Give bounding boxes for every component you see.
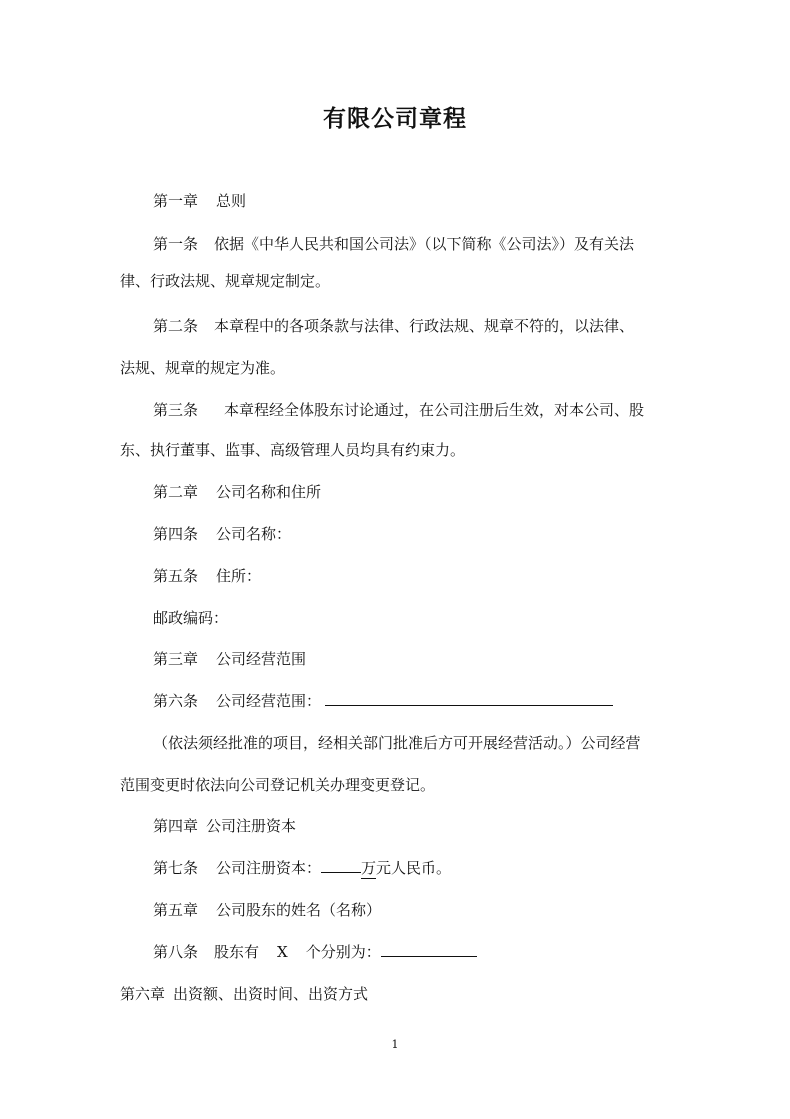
chapter-1-heading [153,191,246,211]
chapter-6-name: 出资额、出资时间、出资方式 [173,985,369,1003]
address-label: 住所： [216,567,262,585]
chapter-5-label: 第五章 [153,901,199,919]
article-1-line-1 [153,234,634,254]
article-3-line-1 [153,400,644,420]
chapter-6-heading [120,984,368,1004]
chapter-2-heading [153,482,321,502]
article-4-label: 第四条 [153,525,199,543]
registered-capital-label: 公司注册资本： [216,859,322,877]
page-number: 1 [391,1038,399,1051]
shareholder-count-text: 股东有 [214,943,260,961]
article-7-label: 第七条 [153,859,199,877]
chapter-3-heading [153,649,306,669]
article-6-note-line-2: 范围变更时依法向公司登记机关办理变更登记。 [120,776,436,794]
article-6-note-line-1: （依法须经批准的项目，经相关部门批准后方可开展经营活动。）公司经营 [153,734,641,752]
chapter-5-heading [153,900,381,920]
chapter-4-heading [153,816,296,836]
article-7 [153,858,451,879]
article-1-label: 第一条 [153,235,199,253]
capital-unit-rest: 元人民币。 [376,859,452,877]
capital-unit-wan: 万 [361,859,377,877]
article-2-line-2: 法规、规章的规定为准。 [120,359,286,377]
article-6-label: 第六条 [153,692,199,710]
article-6-line-1 [153,691,613,711]
chapter-3-label: 第三章 [153,650,199,668]
chapter-3-name: 公司经营范围 [216,650,307,668]
shareholder-count-x: X [277,943,288,961]
article-3-label: 第三条 [153,401,199,419]
article-8-label: 第八条 [153,943,199,961]
article-2-line-1 [153,316,634,336]
chapter-5-name: 公司股东的姓名（名称） [216,901,382,919]
article-8 [153,942,477,962]
article-1-line-2: 律、行政法规、规章规定制定。 [120,272,331,290]
article-5-label: 第五条 [153,567,199,585]
article-1-text-a: 依据《中华人民共和国公司法》（以下简称《公司法》）及有关法 [214,235,635,253]
company-name-label: 公司名称： [216,525,292,543]
chapter-1-label: 第一章 [153,192,199,210]
shareholders-blank[interactable] [381,942,477,957]
chapter-2-name: 公司名称和住所 [216,483,322,501]
chapter-4-label: 第四章 [153,817,199,835]
postal-code-label: 邮政编码： [153,609,229,627]
chapter-1-name: 总则 [216,192,247,210]
article-2-text-a: 本章程中的各项条款与法律、行政法规、规章不符的，以法律、 [214,317,635,335]
article-3-line-2: 东、执行董事、监事、高级管理人员均具有约束力。 [120,441,466,459]
chapter-2-label: 第二章 [153,483,199,501]
article-4 [153,524,291,544]
article-5 [153,566,261,586]
article-3-text-a: 本章程经全体股东讨论通过，在公司注册后生效，对本公司、股 [224,401,645,419]
business-scope-label: 公司经营范围： [216,692,322,710]
shareholders-listed-text: 个分别为： [305,943,381,961]
chapter-4-name: 公司注册资本 [206,817,297,835]
business-scope-blank[interactable] [325,691,613,706]
document-title: 有限公司章程 [323,105,467,132]
article-2-label: 第二条 [153,317,199,335]
chapter-6-label: 第六章 [120,985,166,1003]
registered-capital-blank[interactable] [321,858,361,873]
